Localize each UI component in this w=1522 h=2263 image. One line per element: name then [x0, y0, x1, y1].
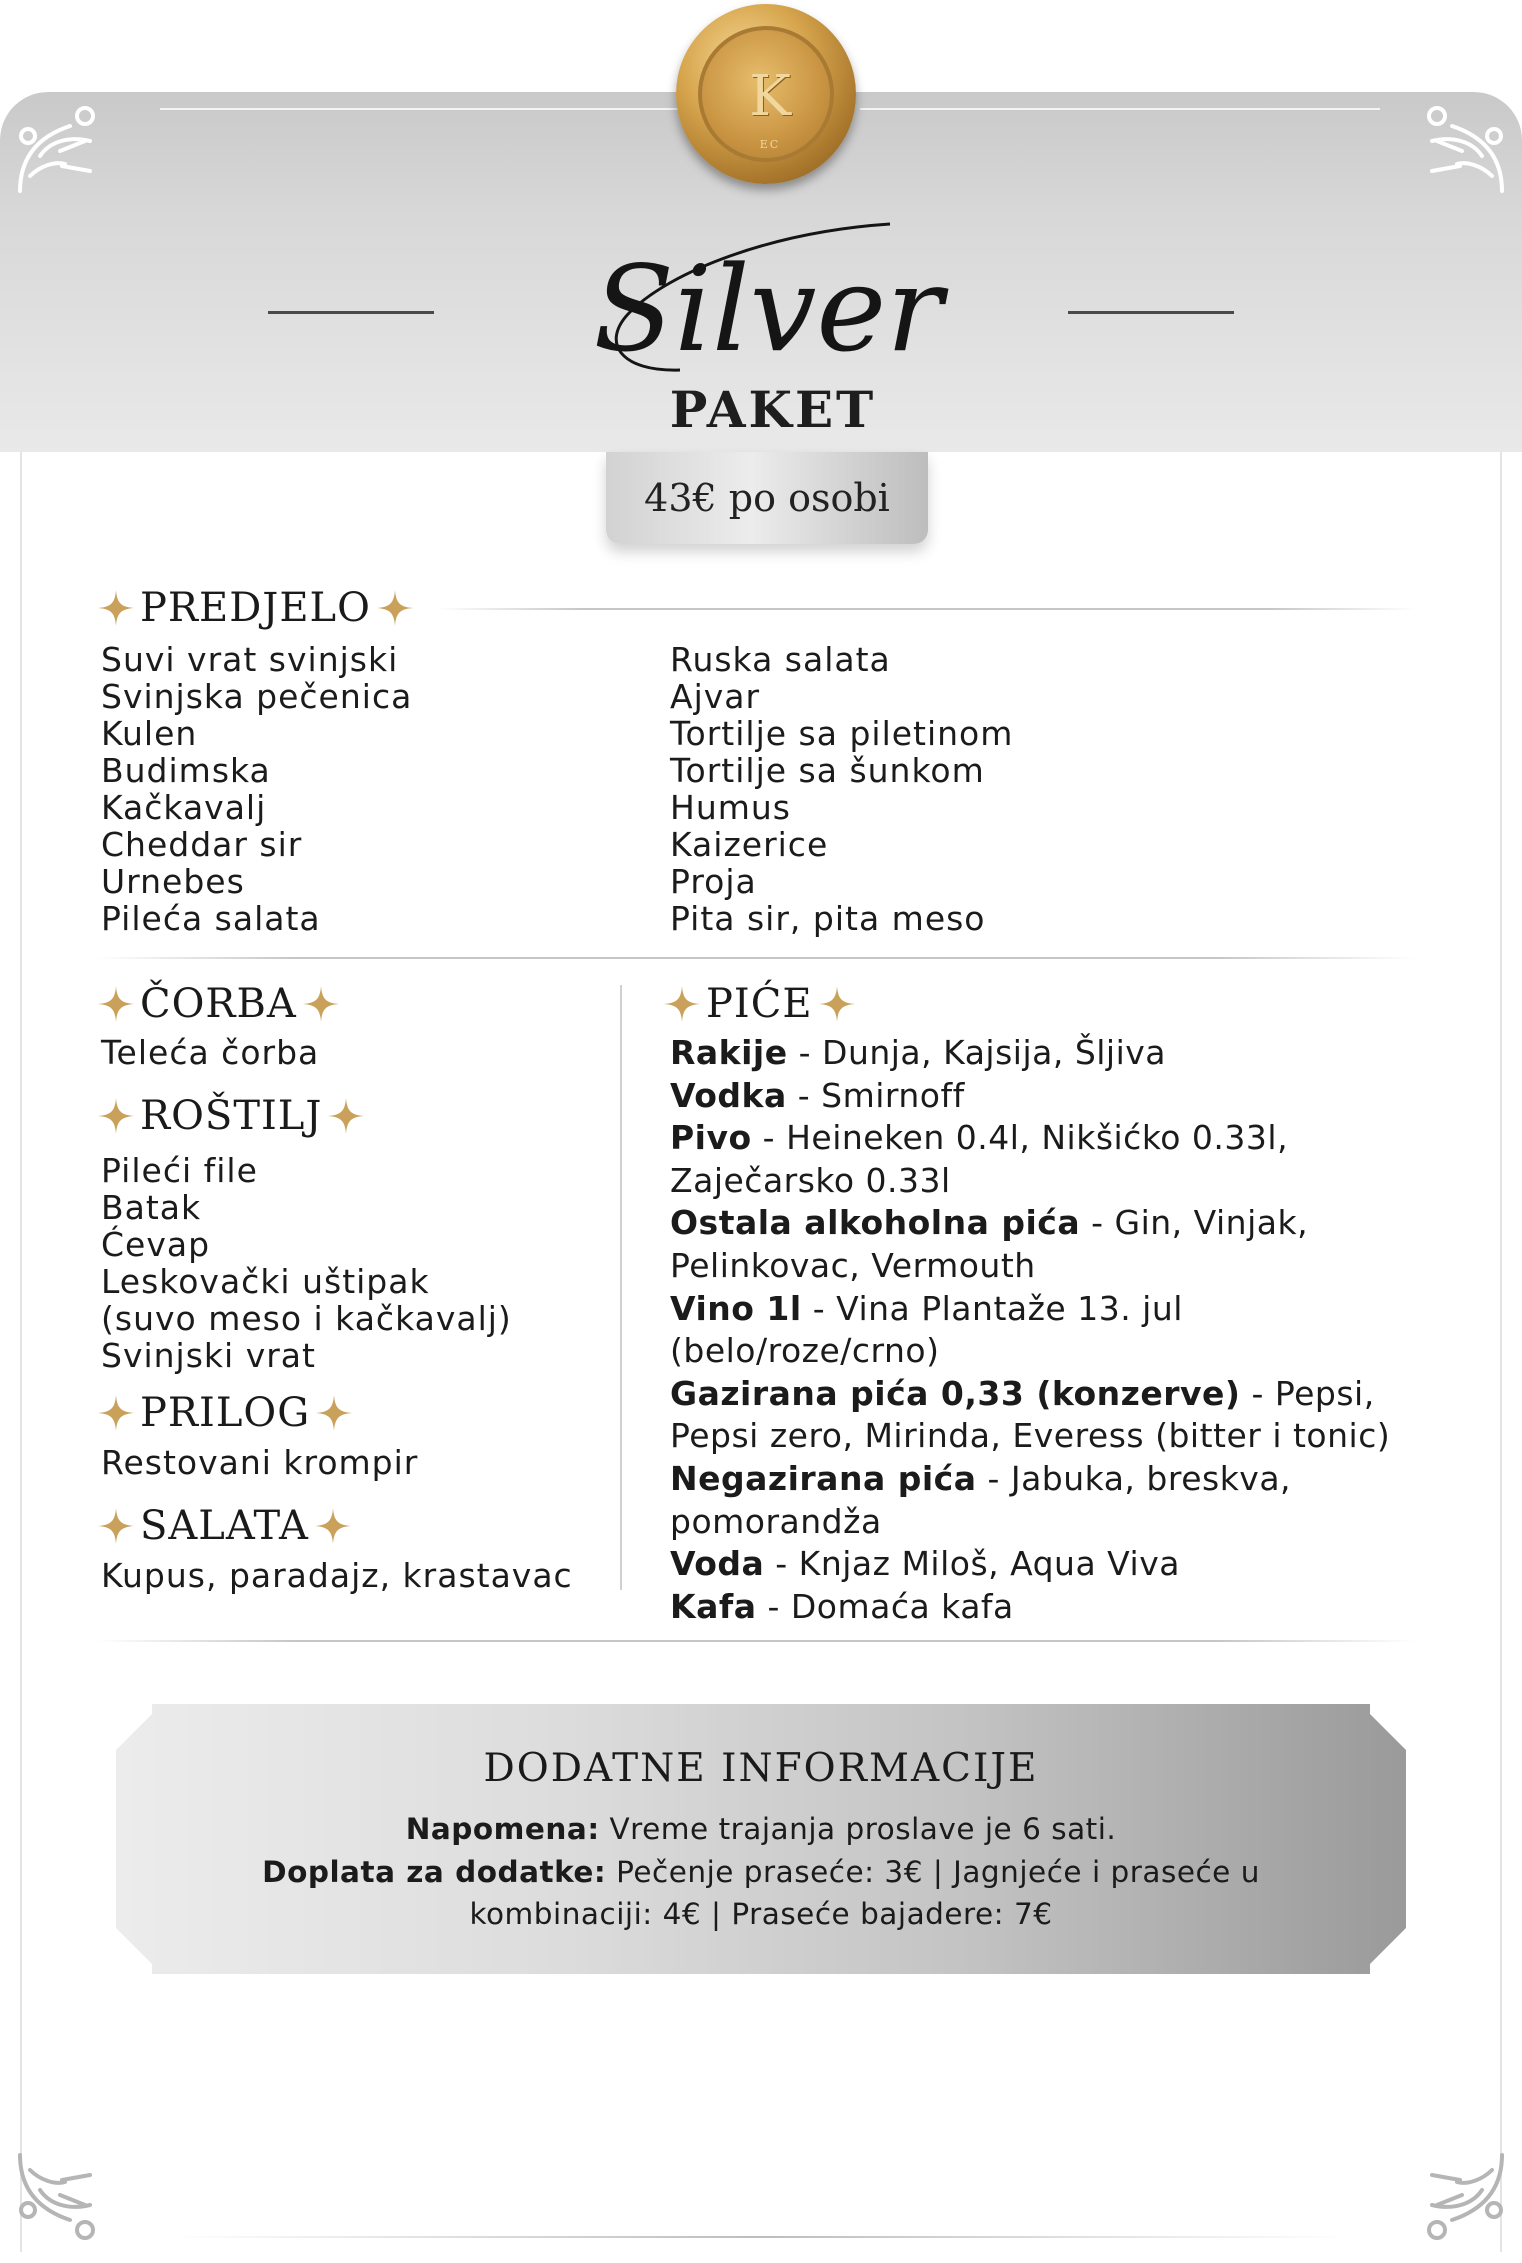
- bottom-decor-line: [170, 2236, 1350, 2238]
- list-item: Pileći file: [101, 1151, 258, 1190]
- title-rule-right: [1068, 311, 1234, 314]
- top-decor-line-left: [160, 108, 680, 110]
- seal-emblem: [698, 26, 834, 162]
- list-item: Tortilje sa šunkom: [670, 751, 985, 790]
- wax-seal-logo: [676, 4, 856, 184]
- corner-ornament-icon: [10, 2140, 120, 2250]
- list-item: Pita sir, pita meso: [670, 899, 986, 938]
- section-divider: [96, 1640, 1416, 1642]
- list-item: Svinjski vrat: [101, 1336, 316, 1375]
- price-badge: 43€ po osobi: [606, 452, 928, 544]
- sparkle-icon: [96, 1393, 136, 1433]
- napomena-line: Napomena: Vreme trajanja proslave je 6 sati.: [405, 1812, 1117, 1846]
- paket-title: PAKET: [669, 380, 877, 439]
- sparkle-icon: [96, 588, 136, 628]
- column-divider: [620, 985, 622, 1590]
- top-decor-line-right: [860, 108, 1380, 110]
- info-title: DODATNE INFORMACIJE: [483, 1746, 1039, 1791]
- heading-corba: ČORBA: [96, 976, 341, 1032]
- drink-row: Pivo - Heineken 0.4l, Nikšićko 0.33l,: [670, 1118, 1289, 1158]
- list-item: Ćevap: [101, 1225, 211, 1264]
- predjelo-list-col2: [670, 641, 1013, 937]
- sparkle-icon: [96, 984, 136, 1024]
- drink-row: Kafa - Domaća kafa: [670, 1586, 1014, 1626]
- sparkle-icon: [375, 588, 415, 628]
- list-item: Kaizerice: [670, 825, 829, 864]
- list-item: Urnebes: [101, 862, 245, 901]
- seal-subtext: EC: [759, 138, 781, 151]
- heading-pice: PIĆE: [662, 976, 857, 1032]
- sparkle-icon: [96, 1506, 136, 1546]
- drinks-list: [670, 1032, 1430, 1628]
- title-script-text: Silver: [593, 240, 943, 378]
- sparkle-icon: [662, 984, 702, 1024]
- sparkle-icon: [326, 1096, 366, 1136]
- sparkle-icon: [817, 984, 857, 1024]
- drink-row: Negazirana pića - Jabuka, breskva,: [670, 1458, 1292, 1498]
- list-item: Restovani krompir: [101, 1443, 419, 1482]
- list-item: Humus: [670, 788, 791, 827]
- drink-row: Vodka - Smirnoff: [670, 1075, 965, 1115]
- list-item: Ruska salata: [670, 640, 891, 679]
- doplata-line: Doplata za dodatke: Pečenje praseće: 3€ | Jagnjeće i praseće u kombinaciji: 4€ | Praseće bajadere: 7€: [262, 1854, 1260, 1931]
- list-item: Kulen: [101, 714, 198, 753]
- drink-row: Pepsi zero, Mirinda, Everess (bitter i tonic): [670, 1416, 1391, 1456]
- list-item: Ajvar: [670, 677, 761, 716]
- list-item: Cheddar sir: [101, 825, 303, 864]
- list-item: Kačkavalj: [101, 788, 267, 827]
- list-item: Proja: [670, 862, 757, 901]
- corner-ornament-icon: [10, 96, 120, 206]
- corba-list: [101, 1034, 319, 1071]
- sparkle-icon: [313, 1506, 353, 1546]
- drink-row: Rakije - Dunja, Kajsija, Šljiva: [670, 1033, 1167, 1072]
- list-item: Suvi vrat svinjski: [101, 640, 399, 679]
- heading-predjelo: PREDJELO: [96, 580, 415, 636]
- drink-row: Ostala alkoholna pića - Gin, Vinjak,: [670, 1203, 1309, 1243]
- sparkle-icon: [96, 1096, 136, 1136]
- corner-ornament-icon: [1402, 2140, 1512, 2250]
- drink-row: Voda - Knjaz Miloš, Aqua Viva: [670, 1544, 1180, 1584]
- drink-row: pomorandža: [670, 1501, 882, 1541]
- title-rule-left: [268, 311, 434, 314]
- sparkle-icon: [301, 984, 341, 1024]
- prilog-list: [101, 1444, 418, 1481]
- corner-ornament-icon: [1402, 96, 1512, 206]
- drink-row: Vino 1l - Vina Plantaže 13. jul (belo/roze/crno): [670, 1288, 1183, 1371]
- heading-prilog: PRILOG: [96, 1385, 354, 1441]
- list-item: Batak: [101, 1188, 202, 1227]
- info-text: [200, 1808, 1322, 1936]
- predjelo-heading-rule: [436, 608, 1416, 610]
- sparkle-icon: [314, 1393, 354, 1433]
- rostilj-list: [101, 1152, 512, 1374]
- salata-list: [101, 1557, 573, 1594]
- section-divider: [96, 957, 1416, 959]
- list-item: Svinjska pečenica: [101, 677, 413, 716]
- seal-letter: K: [749, 64, 791, 129]
- heading-salata: SALATA: [96, 1498, 353, 1554]
- list-item: Budimska: [101, 751, 271, 790]
- heading-rostilj: ROŠTILJ: [96, 1088, 366, 1144]
- predjelo-list-col1: [101, 641, 412, 937]
- drink-row: Zaječarsko 0.33l: [670, 1160, 951, 1200]
- title-script: [560, 222, 980, 392]
- list-item: Leskovački uštipak: [101, 1262, 430, 1301]
- list-item: Kupus, paradajz, krastavac: [101, 1556, 573, 1595]
- drink-row: Pelinkovac, Vermouth: [670, 1245, 1036, 1285]
- list-item: (suvo meso i kačkavalj): [101, 1299, 512, 1338]
- list-item: Pileća salata: [101, 899, 321, 938]
- drink-row: Gazirana pića 0,33 (konzerve) - Pepsi,: [670, 1373, 1375, 1413]
- list-item: Teleća čorba: [101, 1033, 320, 1072]
- list-item: Tortilje sa piletinom: [670, 714, 1014, 753]
